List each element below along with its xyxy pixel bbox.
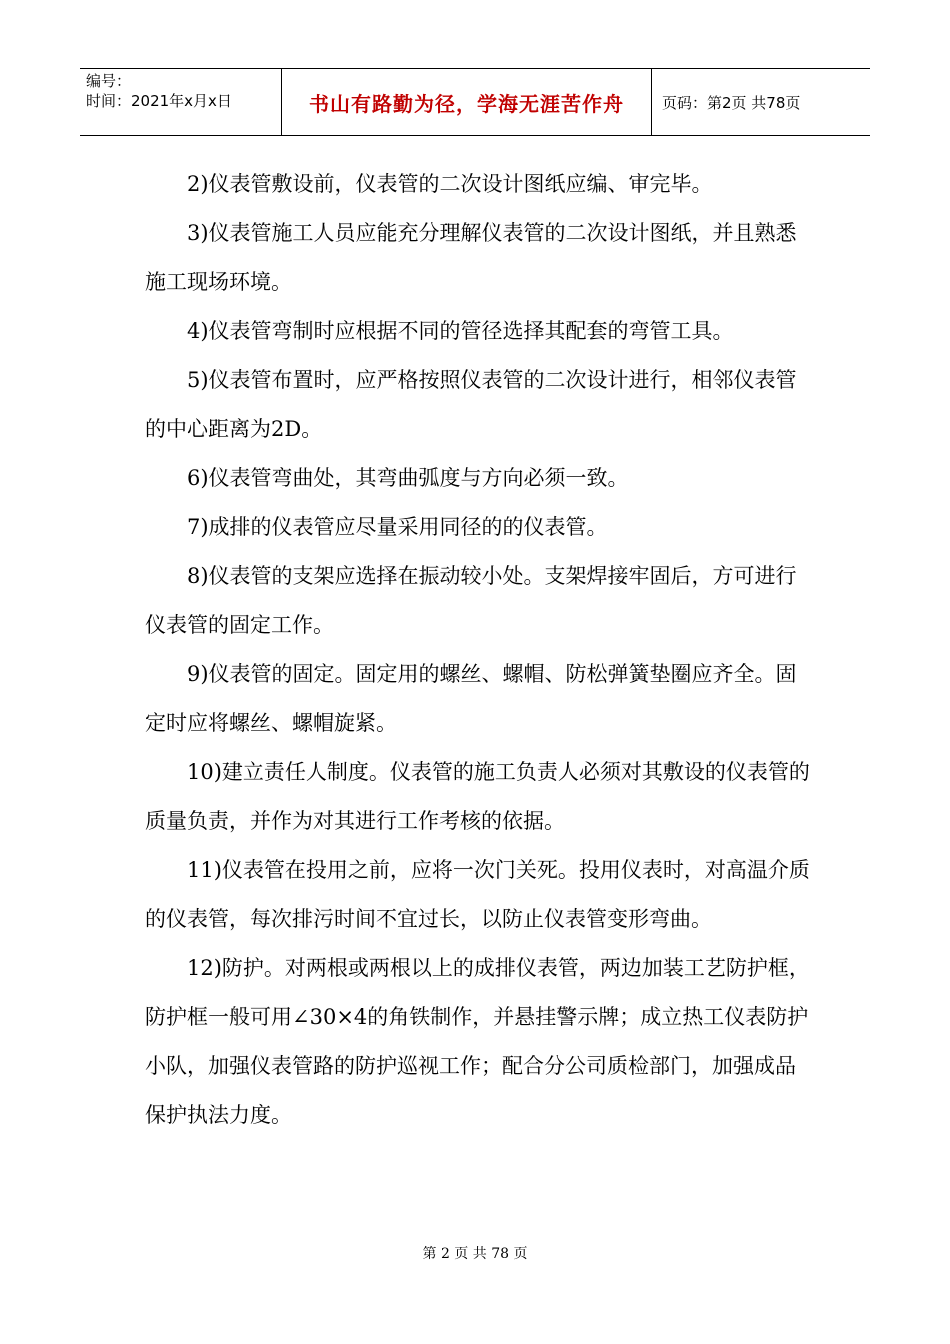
paragraph: 9)仪表管的固定。固定用的螺丝、螺帽、防松弹簧垫圈应齐全。固定时应将螺丝、螺帽旋紧。 — [145, 662, 797, 735]
paragraph: 5)仪表管布置时，应严格按照仪表管的二次设计进行，相邻仪表管的中心距离为2D。 — [145, 368, 797, 441]
page-header — [80, 68, 870, 136]
document-date: 时间：2021年x月x日 — [86, 92, 232, 110]
document-body — [145, 160, 810, 1140]
paragraph: 4)仪表管弯制时应根据不同的管径选择其配套的弯管工具。 — [187, 319, 734, 343]
paragraph: 2)仪表管敷设前，仪表管的二次设计图纸应编、审完毕。 — [187, 172, 713, 196]
header-meta — [80, 69, 282, 135]
paragraph: 8)仪表管的支架应选择在振动较小处。支架焊接牢固后，方可进行仪表管的固定工作。 — [145, 564, 797, 637]
header-motto: 书山有路勤为径，学海无涯苦作舟 — [309, 91, 624, 116]
page-footer: 第 2 页 共 78 页 — [422, 1246, 528, 1262]
paragraph: 3)仪表管施工人员应能充分理解仪表管的二次设计图纸，并且熟悉施工现场环境。 — [145, 221, 797, 294]
header-motto-cell — [282, 69, 652, 135]
paragraph: 11)仪表管在投用之前，应将一次门关死。投用仪表时，对高温介质的仪表管，每次排污时间不宜过长，以防止仪表管变形弯曲。 — [145, 858, 810, 931]
paragraph: 10)建立责任人制度。仪表管的施工负责人必须对其敷设的仪表管的质量负责，并作为对其进行工作考核的依据。 — [145, 760, 810, 833]
paragraph: 6)仪表管弯曲处，其弯曲弧度与方向必须一致。 — [187, 466, 629, 490]
header-page-info: 页码：第2页 共78页 — [662, 93, 801, 112]
document-number-label: 编号： — [86, 72, 132, 90]
paragraph: 7)成排的仪表管应尽量采用同径的的仪表管。 — [187, 515, 608, 539]
paragraph: 12)防护。对两根或两根以上的成排仪表管，两边加装工艺防护框，防护框一般可用∠30×4的角铁制作，并悬挂警示牌；成立热工仪表防护小队，加强仪表管路的防护巡视工作；配合分公司质检部门，加强成品保护执法力度。 — [145, 956, 810, 1127]
